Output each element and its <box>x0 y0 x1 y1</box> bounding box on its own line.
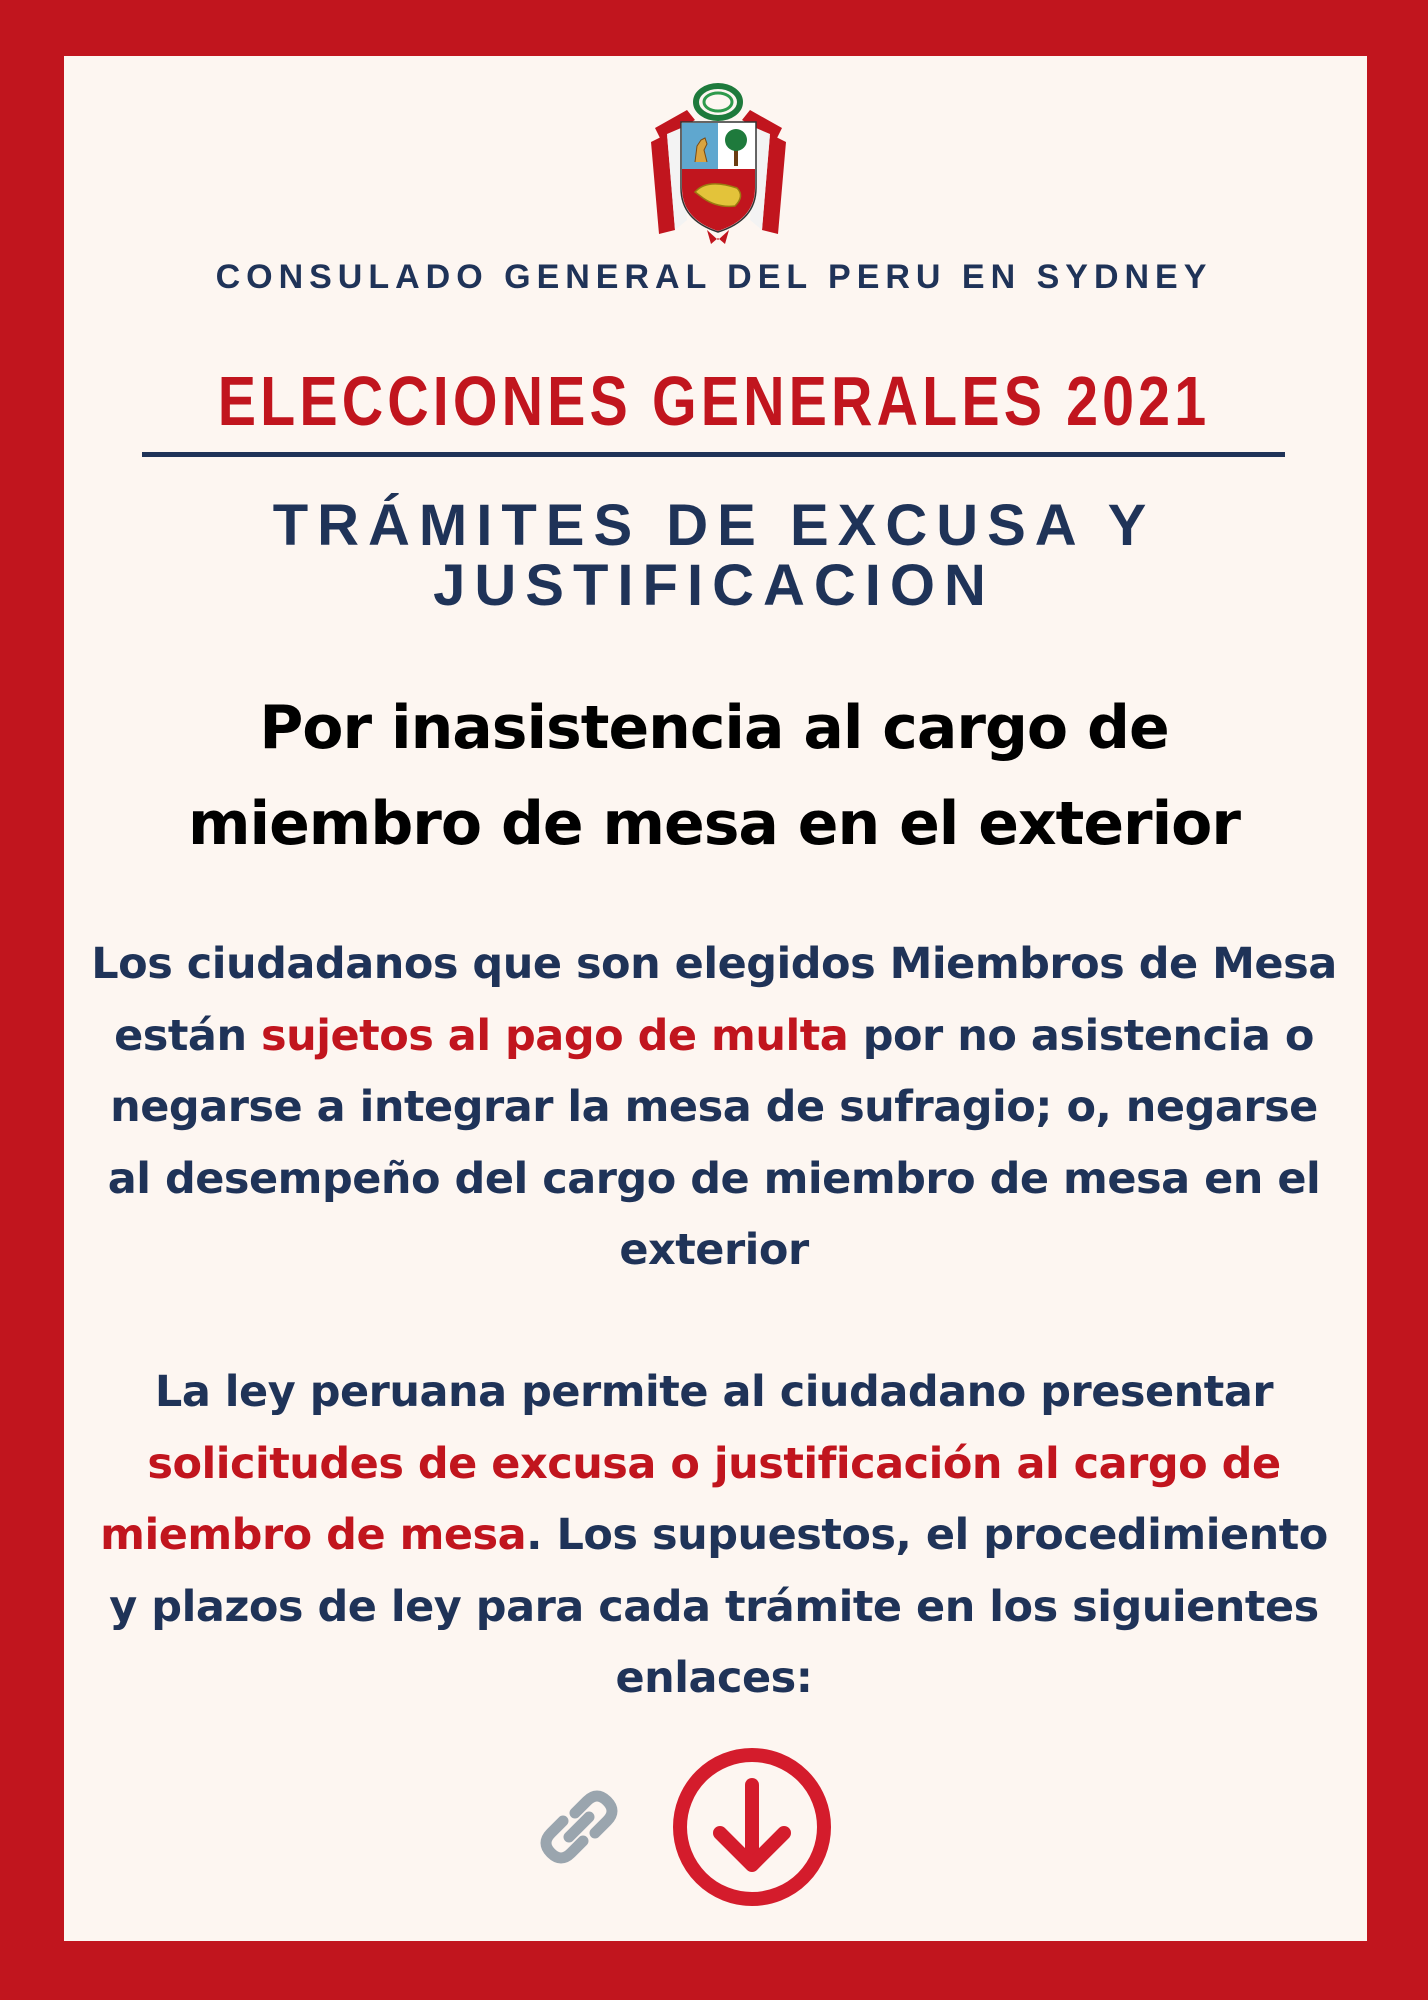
section-title-line1: TRÁMITES DE EXCUSA Y <box>272 493 1156 558</box>
consulate-name: CONSULADO GENERAL DEL PERU EN SYDNEY <box>215 258 1213 296</box>
paragraph-penalty <box>90 929 1338 1287</box>
election-title: ELECCIONES GENERALES 2021 <box>217 362 1211 440</box>
subtitle-line1: Por inasistencia al cargo de <box>259 693 1169 763</box>
paragraph-penalty-rest: por no asistencia o negarse a integrar la mesa de sufragio; o, negarse al desempeño del cargo de miembro de mesa en el exterior <box>107 1010 1321 1275</box>
link-chain-icon[interactable] <box>535 1783 623 1871</box>
paragraph-penalty-intro: Los ciudadanos que son elegidos Miembros de Mesa están <box>91 939 1337 1061</box>
paragraph-requests-intro: La ley peruana permite al ciudadano presentar <box>154 1367 1274 1417</box>
arrow-down-icon <box>720 1785 784 1865</box>
section-title-line2: JUSTIFICACION <box>433 553 995 618</box>
section-title <box>0 493 1428 618</box>
paragraph-requests <box>90 1357 1338 1715</box>
penalty-highlight: sujetos al pago de multa <box>261 1010 849 1061</box>
download-arrow-button[interactable] <box>672 1747 832 1907</box>
paragraph-requests-rest: . Los supuestos, el procedimiento y plazos de ley para cada trámite en los siguientes enlaces: <box>109 1510 1328 1703</box>
requests-highlight: solicitudes de excusa o justificación al cargo de miembro de mesa <box>100 1438 1281 1560</box>
peru-coat-of-arms-icon <box>647 80 790 245</box>
title-divider <box>142 452 1285 457</box>
subtitle <box>0 680 1428 872</box>
subtitle-line2: miembro de mesa en el exterior <box>188 789 1240 859</box>
